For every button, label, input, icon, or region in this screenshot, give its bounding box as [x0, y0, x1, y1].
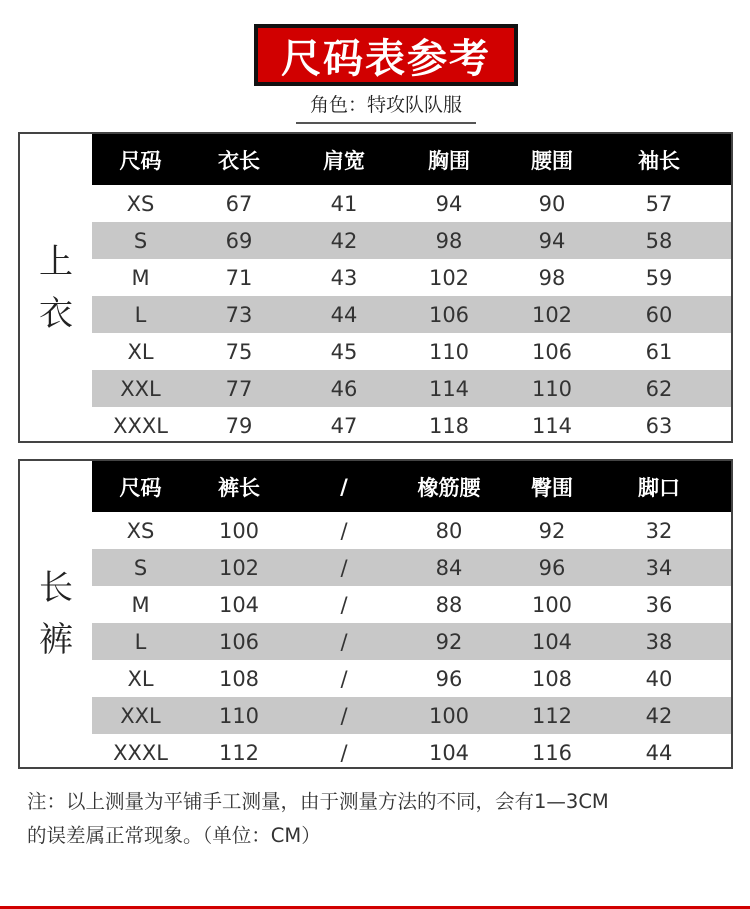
table-cell: XL	[127, 666, 154, 691]
table-row	[92, 697, 731, 734]
table-cell: 98	[538, 265, 566, 290]
table-row	[92, 296, 731, 333]
table-cell: 57	[645, 191, 673, 216]
table-cell: 102	[428, 265, 470, 290]
table-cell: 60	[645, 302, 673, 327]
tops-side-label	[20, 134, 92, 441]
tops-size-table	[92, 134, 731, 444]
header-cell: 橡筋腰	[417, 475, 481, 500]
table-cell: 118	[428, 413, 470, 438]
table-cell: XS	[126, 191, 155, 216]
table-cell: 96	[538, 555, 566, 580]
table-cell: 58	[645, 228, 673, 253]
header-cell: 袖长	[638, 148, 680, 173]
table-cell: /	[340, 518, 348, 543]
table-cell: 45	[330, 339, 358, 364]
measurement-note	[27, 785, 737, 853]
table-cell: 106	[218, 629, 260, 654]
pants-side-label	[20, 461, 92, 767]
table-cell: 42	[330, 228, 358, 253]
header-cell: 脚口	[638, 475, 680, 500]
table-cell: 46	[330, 376, 358, 401]
table-cell: 61	[645, 339, 673, 364]
table-cell: 104	[218, 592, 260, 617]
table-cell: 44	[330, 302, 358, 327]
table-row	[92, 333, 731, 370]
pants-size-section	[18, 459, 733, 769]
table-cell: 110	[428, 339, 470, 364]
title-banner	[254, 24, 518, 86]
table-cell: 92	[538, 518, 566, 543]
table-cell: /	[340, 592, 348, 617]
table-cell: 80	[435, 518, 463, 543]
tops-header-row	[92, 134, 731, 185]
table-cell: 108	[218, 666, 260, 691]
table-cell: 40	[645, 666, 673, 691]
header-cell: 裤长	[218, 475, 260, 500]
table-cell: 102	[531, 302, 573, 327]
table-cell: 59	[645, 265, 673, 290]
table-cell: 110	[531, 376, 573, 401]
table-cell: 104	[531, 629, 573, 654]
table-row	[92, 623, 731, 660]
table-row	[92, 185, 731, 222]
table-cell: 94	[435, 191, 463, 216]
tops-size-section	[18, 132, 733, 443]
table-cell: 47	[330, 413, 358, 438]
table-row	[92, 660, 731, 697]
tops-side-char: 衣	[39, 293, 73, 334]
table-cell: 84	[435, 555, 463, 580]
table-cell: 114	[428, 376, 470, 401]
pants-header-row	[92, 461, 731, 512]
table-cell: /	[340, 740, 348, 765]
table-cell: 62	[645, 376, 673, 401]
table-cell: 114	[531, 413, 573, 438]
table-cell: 108	[531, 666, 573, 691]
table-row	[92, 734, 731, 771]
header-cell: 胸围	[428, 148, 470, 173]
table-cell: XXXL	[113, 740, 168, 765]
table-cell: XL	[127, 339, 154, 364]
table-cell: 32	[645, 518, 673, 543]
table-cell: 69	[225, 228, 253, 253]
table-row	[92, 259, 731, 296]
table-cell: S	[133, 555, 148, 580]
table-cell: 79	[225, 413, 253, 438]
header-cell: 尺码	[119, 148, 162, 173]
table-cell: S	[133, 228, 148, 253]
table-cell: 96	[435, 666, 463, 691]
table-cell: 94	[538, 228, 566, 253]
table-cell: 100	[531, 592, 573, 617]
note-line: 注：以上测量为平铺手工测量，由于测量方法的不同，会有1—3CM	[27, 790, 609, 813]
table-cell: 38	[645, 629, 673, 654]
table-cell: 77	[225, 376, 253, 401]
table-cell: /	[340, 703, 348, 728]
tops-side-char: 上	[39, 241, 73, 282]
table-row	[92, 586, 731, 623]
table-cell: 100	[218, 518, 260, 543]
table-cell: 44	[645, 740, 673, 765]
table-cell: /	[340, 555, 348, 580]
header-cell: /	[340, 474, 348, 499]
table-cell: 41	[330, 191, 358, 216]
table-cell: 112	[531, 703, 573, 728]
table-cell: 43	[330, 265, 358, 290]
table-cell: 67	[225, 191, 253, 216]
table-cell: 42	[645, 703, 673, 728]
role-subtitle: 角色：特攻队队服	[296, 90, 476, 124]
note-line: 的误差属正常现象。（单位：CM）	[27, 824, 321, 847]
table-row	[92, 549, 731, 586]
table-cell: L	[134, 302, 147, 327]
table-cell: 90	[538, 191, 566, 216]
pants-side-char: 长	[39, 568, 73, 608]
table-cell: M	[131, 265, 150, 290]
table-cell: 116	[531, 740, 573, 765]
pants-size-table	[92, 461, 731, 771]
header-cell: 肩宽	[323, 148, 365, 173]
table-cell: /	[340, 666, 348, 691]
table-row	[92, 407, 731, 444]
table-cell: 75	[225, 339, 253, 364]
table-cell: 106	[428, 302, 470, 327]
header-cell: 衣长	[218, 148, 260, 173]
table-cell: XXXL	[113, 413, 168, 438]
table-cell: 73	[225, 302, 253, 327]
table-cell: M	[131, 592, 150, 617]
table-cell: 98	[435, 228, 463, 253]
table-cell: 106	[531, 339, 573, 364]
table-cell: 63	[645, 413, 673, 438]
table-cell: 112	[218, 740, 260, 765]
table-cell: XS	[126, 518, 155, 543]
table-cell: /	[340, 629, 348, 654]
table-cell: 92	[435, 629, 463, 654]
table-cell: 36	[645, 592, 673, 617]
header-cell: 尺码	[119, 475, 162, 500]
table-row	[92, 370, 731, 407]
table-cell: 102	[218, 555, 260, 580]
page-title: 尺码表参考	[258, 28, 514, 82]
table-cell: 34	[645, 555, 673, 580]
header-cell: 臀围	[531, 475, 573, 500]
table-cell: 110	[218, 703, 260, 728]
header-cell: 腰围	[531, 148, 573, 173]
table-row	[92, 222, 731, 259]
table-cell: XXL	[120, 376, 161, 401]
table-cell: 88	[435, 592, 463, 617]
table-cell: 104	[428, 740, 470, 765]
table-cell: 71	[225, 265, 253, 290]
table-cell: 100	[428, 703, 470, 728]
table-row	[92, 512, 731, 549]
table-cell: L	[134, 629, 147, 654]
pants-side-char: 裤	[39, 620, 73, 660]
table-cell: XXL	[120, 703, 161, 728]
